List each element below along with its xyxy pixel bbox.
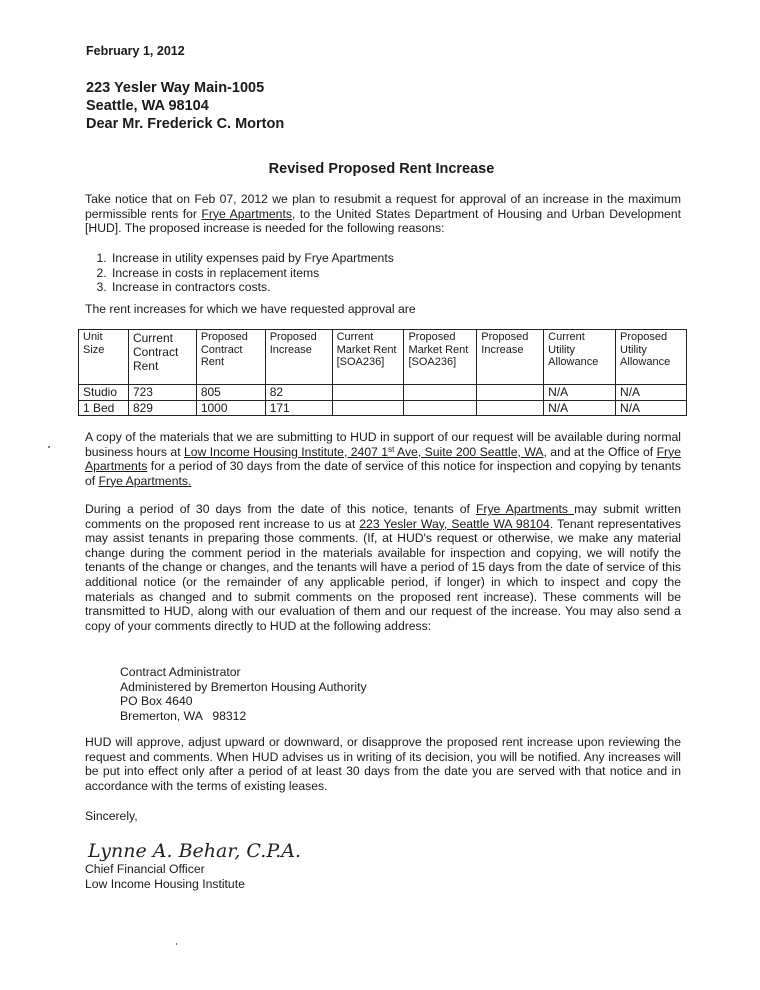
comments-text-a: During a period of 30 days from the date of this notice, tenants of [85,502,476,516]
notice-paragraph [85,192,681,236]
closing: Sincerely, [85,809,138,823]
table-cell: N/A [616,385,687,401]
hud-address-line: Administered by Bremerton Housing Authority [120,679,367,694]
column-header: Proposed Contract Rent [196,330,265,385]
signer-title: Chief Financial Officer [85,862,205,876]
materials-paragraph [85,430,681,488]
salutation: Dear Mr. Frederick C. Morton [86,116,285,132]
rent-increase-table [78,329,687,416]
materials-location [184,445,547,459]
letter-title: Revised Proposed Rent Increase [268,161,495,177]
table-row [79,400,687,416]
ordinal-suffix: st [388,444,395,454]
hud-decision-paragraph: HUD will approve, adjust upward or downward, or disapprove the proposed rent increase upon reviewing the request and comments. When HUD advises us in writing of its decision, you will be notified. Any increases will be put into effect only after a period of at least 30 days from the date you are served with that notice and in accordance with the terms of existing leases. [85,735,681,793]
office-name: Frye Apartments [85,444,681,474]
table-header-row [79,330,687,385]
table-cell: N/A [544,400,616,416]
signature-text: Lynne A. Behar, C.P.A. [88,840,302,862]
comments-text-b: may submit written comments on the proposed rent increase to us at [85,502,681,531]
notice-text-a: Take notice that on Feb 07, 2012 we plan to resubmit a request for approval of an increase in the maximum permissible rents for [85,192,681,221]
hud-address-line: Contract Administrator [120,665,241,679]
property-name: Frye Apartments [201,206,292,221]
materials-text-a: A copy of the materials that we are submitting to HUD in support of our request will be available during normal business hours at [85,430,681,459]
address-line-1: 223 Yesler Way Main-1005 [86,80,265,96]
hud-address-line: PO Box 4640 [120,694,193,709]
table-cell: Studio [79,385,129,401]
table-cell: N/A [544,385,616,401]
column-header: Proposed Increase [477,330,544,385]
column-header: Unit Size [79,330,129,385]
comments-address: 223 Yesler Way, Seattle WA 98104 [359,516,550,531]
location-text-1: Low Income Housing Institute, 2407 1 [184,444,389,459]
signer-block [85,862,245,891]
reason-item: 2. Increase in costs in replacement items [110,266,394,281]
table-cell [332,385,404,401]
scan-mark [176,943,177,945]
table-cell: 723 [128,385,196,401]
letter-date: February 1, 2012 [86,44,185,58]
table-cell: 805 [196,385,265,401]
table-cell: 171 [265,400,332,416]
handwritten-signature [86,836,308,864]
table-cell [404,385,477,401]
table-cell [477,385,544,401]
hud-address-block [120,665,367,723]
table-row [79,385,687,401]
column-header: Current Contract Rent [128,330,196,385]
reasons-list [84,251,394,295]
table-cell: 1000 [196,400,265,416]
column-header: Proposed Utility Allowance [616,330,687,385]
table-cell: N/A [616,400,687,416]
address-line-2: Seattle, WA 98104 [86,98,209,114]
column-header: Current Utility Allowance [544,330,616,385]
comments-text-c: . Tenant representatives may assist tenants in preparing those comments. (If, at HUD's request or otherwise, we make any material change during the comment period in the materials available for inspection and copying, we will notify the tenants of the change or changes, and the tenants will have a period of 15 days from the date of service of this additional notice (or the remainder of any applicable period, if longer) in which to inspect and copy the materials as changed and to submit comments on the proposed rent increase). These comments will be transmitted to HUD, along with our evaluation of them and our request of the increase. You may also send a copy of your comments directly to HUD at the following address: [85,516,681,633]
comments-paragraph [85,502,681,633]
reason-item: 3. Increase in contractors costs. [110,280,394,295]
column-header: Current Market Rent [SOA236] [332,330,404,385]
tenants-property: Frye Apartments. [98,473,192,488]
notice-text-b: , to the United States Department of Housing and Urban Development [HUD]. The proposed increase is needed for the following reasons: [85,206,682,236]
table-cell: 1 Bed [79,400,129,416]
table-cell: 829 [128,400,196,416]
comments-property: Frye Apartments [475,502,575,516]
hud-address-line: Bremerton, WA 98312 [120,708,247,723]
table-cell [404,400,477,416]
signer-organization: Low Income Housing Institute [85,876,245,891]
materials-text-c: for a period of 30 days from the date of service of this notice for inspection and copying by tenants of [85,459,681,488]
scan-mark [48,446,50,448]
reason-item: 1. Increase in utility expenses paid by Frye Apartments [110,251,394,266]
table-intro: The rent increases for which we have requested approval are [85,302,416,316]
materials-text-b: and at the Office of [546,444,657,459]
table-cell [477,400,544,416]
recipient-address-block [86,79,284,133]
table-cell [332,400,404,416]
column-header: Proposed Market Rent [SOA236] [404,330,477,385]
table-cell: 82 [265,385,332,401]
location-text-2: Ave, Suite 200 Seattle, WA, [394,444,547,459]
column-header: Proposed Increase [265,330,332,385]
